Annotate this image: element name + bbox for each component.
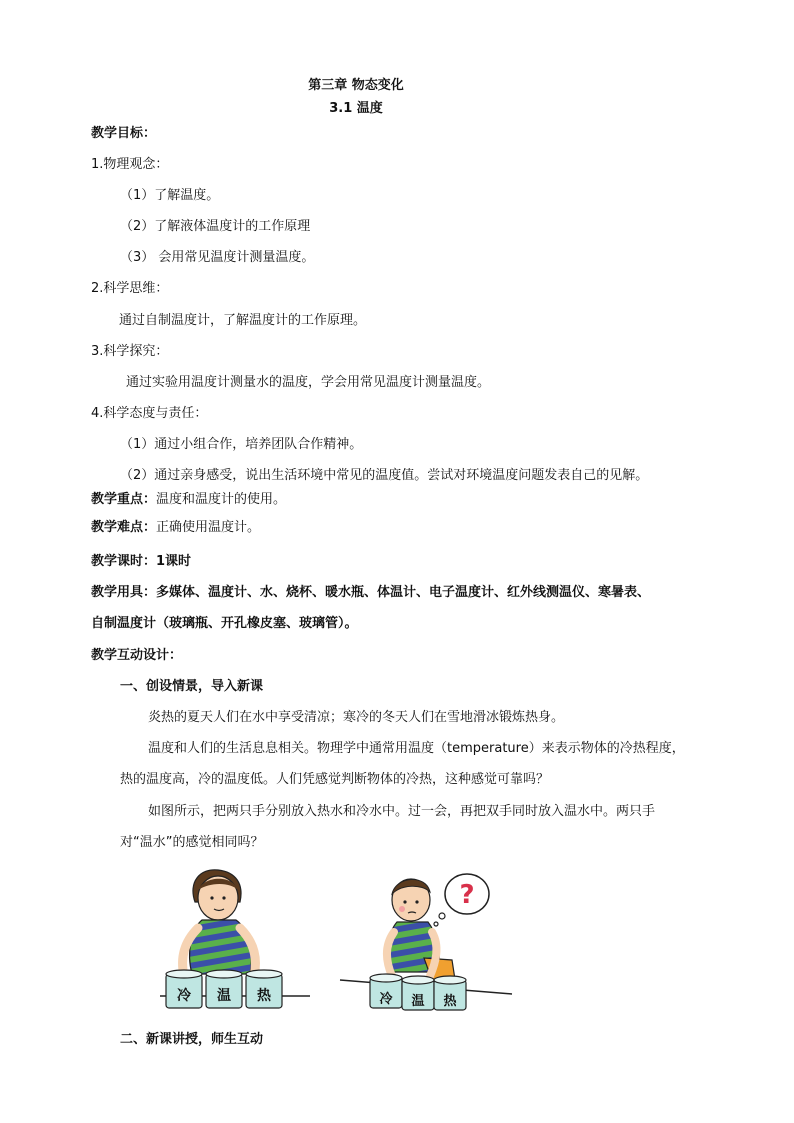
class-hours: 教学课时：1课时 — [91, 554, 192, 569]
key-label: 教学重点： — [91, 492, 157, 507]
tools-line: 自制温度计（玻璃瓶、开孔橡皮塞、玻璃管）。 — [91, 616, 358, 631]
experiment-illustration — [140, 862, 700, 1030]
left-scene — [160, 870, 310, 1008]
difficulty-label: 教学难点： — [91, 520, 157, 535]
boy-head — [193, 870, 241, 920]
tools-line: 教学用具：多媒体、温度计、水、烧杯、暖水瓶、体温计、电子温度计、红外线测温仪、寒暑表、 — [91, 585, 651, 600]
goal4-item: （2）通过亲身感受，说出生活环境中常见的温度值。尝试对环境温度问题发表自己的见解。 — [120, 468, 649, 483]
beaker-label: 热 — [443, 994, 457, 1009]
design-heading: 教学互动设计： — [91, 648, 183, 663]
difficulty-text: 正确使用温度计。 — [156, 520, 261, 535]
goal1-item: （2）了解液体温度计的工作原理 — [120, 219, 311, 234]
key-text: 温度和温度计的使用。 — [156, 492, 287, 507]
goal4-heading: 4.科学态度与责任： — [91, 406, 208, 421]
goal3-text: 通过实验用温度计测量水的温度，学会用常见温度计测量温度。 — [126, 375, 491, 390]
beaker-label: 冷 — [177, 988, 191, 1004]
key-point — [91, 490, 286, 510]
beaker-label: 冷 — [379, 992, 393, 1007]
question-bubble — [434, 874, 489, 926]
paragraph: 炎热的夏天人们在水中享受清凉；寒冷的冬天人们在雪地滑冰锻炼热身。 — [148, 710, 565, 725]
boy-head — [392, 879, 430, 921]
part1-heading: 一、创设情景，导入新课 — [120, 679, 264, 694]
paragraph: 热的温度高，冷的温度低。人们凭感觉判断物体的冷热，这种感觉可靠吗？ — [120, 772, 550, 787]
difficulty-point — [91, 518, 260, 538]
part2-heading: 二、新课讲授，师生互动 — [120, 1032, 264, 1047]
goal2-heading: 2.科学思维： — [91, 281, 169, 296]
beaker-label: 温 — [411, 994, 425, 1009]
paragraph: 如图所示，把两只手分别放入热水和冷水中。过一会，再把双手同时放入温水中。两只手 — [148, 804, 656, 819]
goal1-heading: 1.物理观念： — [91, 157, 169, 172]
question-mark: ? — [459, 880, 475, 910]
paragraph: 温度和人们的生活息息相关。物理学中通常用温度（temperature）来表示物体的冷热程度， — [148, 741, 685, 756]
right-scene — [340, 874, 512, 1010]
section-title: 3.1 温度 — [329, 101, 383, 116]
goal1-item: （3） 会用常见温度计测量温度。 — [120, 250, 315, 265]
goal4-item: （1）通过小组合作，培养团队合作精神。 — [120, 437, 363, 452]
goals-heading: 教学目标： — [91, 126, 157, 141]
chapter-title: 第三章 物态变化 — [308, 78, 404, 93]
beaker-label: 温 — [217, 988, 231, 1004]
goal2-text: 通过自制温度计，了解温度计的工作原理。 — [119, 313, 367, 328]
goal3-heading: 3.科学探究： — [91, 344, 169, 359]
goal1-item: （1）了解温度。 — [120, 188, 220, 203]
beaker-label: 热 — [257, 988, 271, 1004]
paragraph: 对“温水”的感觉相同吗？ — [120, 835, 264, 850]
